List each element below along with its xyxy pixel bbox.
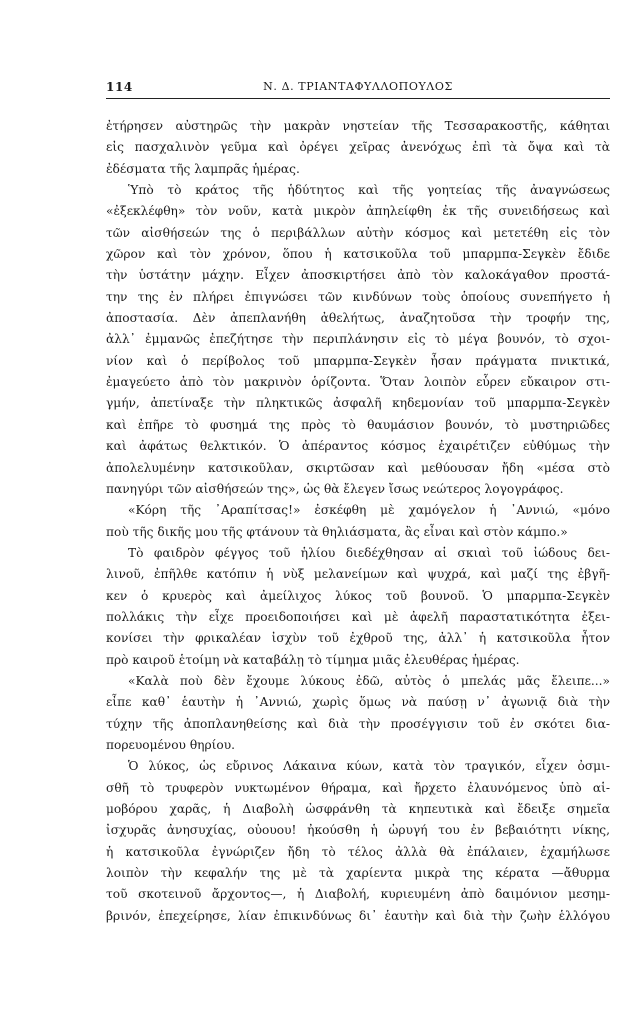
page-number: 114 [106, 80, 133, 94]
text-line: νίον καὶ ὁ περίβολος τοῦ μπαρμπα-Σεγκὲν ἦσαν πράγματα πνικτικά, [106, 353, 610, 368]
text-line: κονίσει τὴν φρικαλέαν ἰσχὺν τοῦ ἐχθροῦ της, ἀλλ᾽ ἡ κατσικοῦλα ἦτον [106, 631, 610, 646]
text-line: «Καλὰ ποὺ δὲν ἔχουμε λύκους ἐδῶ, αὐτὸς ὁ μπελάς μᾶς ἔλειπε...» [128, 673, 610, 688]
text-line: ἐμαγεύετο ἀπὸ τὸν μακρινὸν ὁρίζοντα. Ὅταν λοιπὸν εὗρεν εὔκαιρον στι- [106, 375, 610, 390]
text-line: μοβόρου χαρᾶς, ἡ Διαβολὴ ὠσφράνθη τὰ κηπευτικὰ καὶ ἔδειξε σημεῖα [106, 802, 610, 816]
text-line: λοιπὸν τὴν κεφαλήν της μὲ τὰ χαρίεντα μικρὰ της κέρατα —ἄθυρμα [106, 866, 610, 881]
text-line: Ὑπὸ τὸ κράτος τῆς ἡδύτητος καὶ τῆς γοητείας τῆς ἀναγνώσεως [128, 183, 610, 198]
text-line: «ἐξεκλέφθη» τὸν νοῦν, κατὰ μικρὸν ἀπηλείφθη ἐκ τῆς συνειδήσεως καὶ [106, 204, 610, 219]
text-line: πολλάκις τὴν εἶχε προειδοποιήσει καὶ μὲ ἀφελῆ παραστατικότητα ἐξει- [106, 609, 610, 624]
text-line: ἀλλ᾽ ἐμμανῶς ἐπεζήτησε τὴν περιπλάνησιν εἰς τὸ μέγα βουνόν, τὸ σχοι- [106, 332, 610, 347]
text-line: την της ἐν πλήρει ἐπιγνώσει τῶν κινδύνων τοὺς ὁποίους συνεπήγετο ἡ [106, 289, 610, 304]
text-line: ἰσχυρᾶς ἀνησυχίας, οὐουου! ἠκούσθη ἡ ὠρυγή του ἐν βεβαιότητι νίκης, [106, 823, 610, 838]
text-line: Τὸ φαιδρὸν φέγγος τοῦ ἡλίου διεδέχθησαν αἱ σκιαὶ τοῦ ἰώδους δει- [128, 545, 610, 560]
text-line: ἐτήρησεν αὐστηρῶς τὴν μακρὰν νηστείαν τῆς Τεσσαρακοστῆς, κάθηται [106, 119, 610, 133]
text-line: καὶ ἀφάτως θελκτικόν. Ὁ ἀπέραντος κόσμος ἐχαιρέτιζεν εὐθύμως τὴν [106, 439, 610, 454]
text-line: ἡ κατσικοῦλα ἐγνώριζεν ἤδη τὸ τέλος ἀλλὰ θὰ ἐπάλαιεν, ἐχαμήλωσε [106, 844, 610, 859]
text-line: ποὺ τῆς δικῆς μου τῆς φτάνουν τὰ θηλιάσματα, ἂς εἶναι καὶ στὸν κάμπο.» [106, 524, 568, 539]
text-line: βρινόν, ἐπεχείρησε, λίαν ἐπικινδύνως δι᾽ ἑαυτὴν καὶ διὰ τὴν ζωὴν ἑλλόγου [106, 908, 610, 923]
text-line: λινοῦ, ἐπῆλθε κατόπιν ἡ νὺξ μελανείμων καὶ ψυχρά, καὶ μαζί της ἐβγῆ- [106, 567, 610, 582]
text-line: ἐδέσματα τῆς λαμπρᾶς ἡμέρας. [106, 161, 300, 176]
running-head [106, 78, 610, 99]
text-line: κεν ὁ κρυερὸς καὶ ἀμείλιχος λύκος τοῦ βουνοῦ. Ὁ μπαρμπα-Σεγκὲν [106, 588, 610, 603]
text-line: σθῆ τὸ τρυφερὸν νυκτωμένον θήραμα, καὶ ἤρχετο ἐλαυνόμενος ὑπὸ αἱ- [106, 780, 610, 795]
text-line: τύχην τῆς ἀποπλανηθείσης καὶ διὰ τὴν προσέγγισιν τοῦ ἐν σκότει δια- [106, 716, 610, 731]
body-text [106, 116, 610, 927]
text-line: γμήν, ἀπετίναξε τὴν πληκτικῶς ἀσφαλῆ κηδεμονίαν τοῦ μπαρμπα-Σεγκὲν [106, 396, 610, 411]
text-line: τὴν ὑστάτην μάχην. Εἶχεν ἀποσκιρτήσει ἀπὸ τὸν καλοκάγαθον προστά- [106, 268, 610, 283]
text-line: ἀπολελυμένην κατσικοῦλαν, σκιρτῶσαν καὶ μεθύουσαν ἤδη «μέσα στὸ [106, 460, 610, 475]
text-line: εἶπε καθ᾽ ἑαυτὴν ἡ ᾽Αννιώ, χωρὶς ὅμως νὰ παύσῃ ν᾽ ἀγωνιᾷ διὰ τὴν [106, 695, 610, 710]
book-page [106, 78, 610, 927]
text-line: πανηγύρι τῶν αἰσθήσεών της», ὡς θὰ ἔλεγεν ἴσως νεώτερος λογογράφος. [106, 481, 564, 496]
text-line: πορευομένου θηρίου. [106, 737, 236, 752]
text-line: τοῦ σκοτεινοῦ ἄρχοντος—, ἡ Διαβολή, κυριευμένη ἀπὸ δαιμόνιον μεσημ- [106, 887, 610, 902]
text-line: εἰς πασχαλινὸν γεῦμα καὶ ὀρέγει χεῖρας ἀνενόχως ἐπὶ τὰ ὄψα καὶ τὰ [106, 140, 610, 155]
text-line: ἀποστασία. Δὲν ἀπεπλανήθη ἀθελήτως, ἀναζητοῦσα τὴν τροφήν της, [106, 311, 610, 326]
text-line: «Κόρη τῆς ᾽Αραπίτσας!» ἐσκέφθη μὲ χαμόγελον ἡ ᾽Αννιώ, «μόνο [128, 503, 610, 518]
text-line: χῶρον καὶ τὸν χρόνον, ὅπου ἡ κατσικοῦλα τοῦ μπαρμπα-Σεγκὲν ἔδιδε [106, 247, 610, 262]
text-line: πρὸ καιροῦ ἑτοίμη νὰ καταβάλῃ τὸ τίμημα μιᾶς ἐλευθέρας ἡμέρας. [106, 652, 520, 667]
text-line: καὶ ἐπῆρε τὸ φυσημά της πρὸς τὸ θαυμάσιον βουνόν, τὸ μυστηριῶδες [106, 417, 610, 432]
running-title: Ν. Δ. ΤΡΙΑΝΤΑΦΥΛΛΟΠΟΥΛΟΣ [263, 80, 453, 93]
text-line: τῶν αἰσθήσεών της ὁ περιβάλλων αὐτὴν κόσμος καὶ μετετέθη εἰς τὸν [106, 225, 610, 240]
text-line: Ὁ λύκος, ὡς εὔρινος Λάκαινα κύων, κατὰ τὸν τραγικόν, εἶχεν ὀσμι- [128, 759, 610, 774]
